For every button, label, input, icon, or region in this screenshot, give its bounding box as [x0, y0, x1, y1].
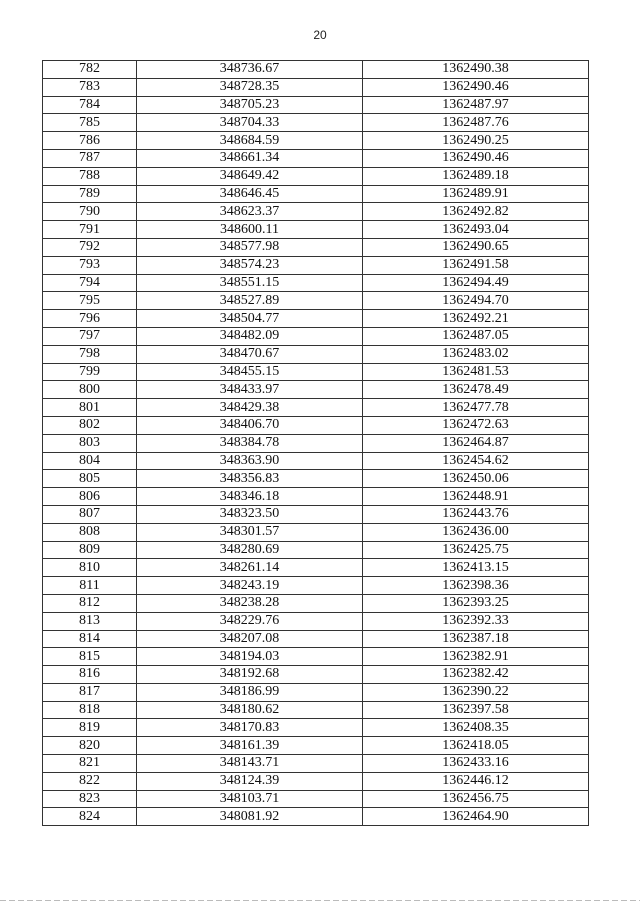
- point-number-cell: 791: [43, 221, 137, 239]
- table-row: [43, 238, 589, 256]
- x-coordinate-cell: 348346.18: [137, 488, 363, 506]
- table-row: [43, 345, 589, 363]
- table-row: [43, 790, 589, 808]
- point-number-cell: 784: [43, 96, 137, 114]
- table-row: [43, 559, 589, 577]
- x-coordinate-cell: 348684.59: [137, 132, 363, 150]
- x-coordinate-cell: 348704.33: [137, 114, 363, 132]
- x-coordinate-cell: 348455.15: [137, 363, 363, 381]
- table-row: [43, 755, 589, 773]
- x-coordinate-cell: 348280.69: [137, 541, 363, 559]
- point-number-cell: 813: [43, 612, 137, 630]
- x-coordinate-cell: 348124.39: [137, 772, 363, 790]
- table-row: [43, 78, 589, 96]
- point-number-cell: 801: [43, 399, 137, 417]
- x-coordinate-cell: 348482.09: [137, 327, 363, 345]
- x-coordinate-cell: 348229.76: [137, 612, 363, 630]
- table-row: [43, 648, 589, 666]
- table-row: [43, 470, 589, 488]
- point-number-cell: 818: [43, 701, 137, 719]
- page-number: 20: [313, 28, 327, 42]
- table-row: [43, 594, 589, 612]
- x-coordinate-cell: 348356.83: [137, 470, 363, 488]
- y-coordinate-cell: 1362425.75: [363, 541, 589, 559]
- x-coordinate-cell: 348470.67: [137, 345, 363, 363]
- point-number-cell: 810: [43, 559, 137, 577]
- x-coordinate-cell: 348081.92: [137, 808, 363, 826]
- table-row: [43, 292, 589, 310]
- y-coordinate-cell: 1362454.62: [363, 452, 589, 470]
- x-coordinate-cell: 348103.71: [137, 790, 363, 808]
- point-number-cell: 815: [43, 648, 137, 666]
- y-coordinate-cell: 1362478.49: [363, 381, 589, 399]
- point-number-cell: 796: [43, 310, 137, 328]
- x-coordinate-cell: 348406.70: [137, 416, 363, 434]
- table-row: [43, 630, 589, 648]
- x-coordinate-cell: 348186.99: [137, 683, 363, 701]
- x-coordinate-cell: 348527.89: [137, 292, 363, 310]
- point-number-cell: 822: [43, 772, 137, 790]
- table-row: [43, 719, 589, 737]
- y-coordinate-cell: 1362477.78: [363, 399, 589, 417]
- point-number-cell: 785: [43, 114, 137, 132]
- x-coordinate-cell: 348551.15: [137, 274, 363, 292]
- coordinates-table-body: [43, 61, 589, 826]
- y-coordinate-cell: 1362443.76: [363, 505, 589, 523]
- point-number-cell: 819: [43, 719, 137, 737]
- x-coordinate-cell: 348301.57: [137, 523, 363, 541]
- point-number-cell: 807: [43, 505, 137, 523]
- table-row: [43, 612, 589, 630]
- y-coordinate-cell: 1362413.15: [363, 559, 589, 577]
- point-number-cell: 814: [43, 630, 137, 648]
- y-coordinate-cell: 1362491.58: [363, 256, 589, 274]
- x-coordinate-cell: 348194.03: [137, 648, 363, 666]
- x-coordinate-cell: 348161.39: [137, 737, 363, 755]
- table-row: [43, 772, 589, 790]
- y-coordinate-cell: 1362387.18: [363, 630, 589, 648]
- point-number-cell: 816: [43, 666, 137, 684]
- point-number-cell: 797: [43, 327, 137, 345]
- table-row: [43, 132, 589, 150]
- x-coordinate-cell: 348649.42: [137, 167, 363, 185]
- table-row: [43, 185, 589, 203]
- y-coordinate-cell: 1362390.22: [363, 683, 589, 701]
- table-row: [43, 327, 589, 345]
- point-number-cell: 787: [43, 149, 137, 167]
- y-coordinate-cell: 1362392.33: [363, 612, 589, 630]
- x-coordinate-cell: 348238.28: [137, 594, 363, 612]
- y-coordinate-cell: 1362450.06: [363, 470, 589, 488]
- y-coordinate-cell: 1362492.21: [363, 310, 589, 328]
- x-coordinate-cell: 348261.14: [137, 559, 363, 577]
- y-coordinate-cell: 1362481.53: [363, 363, 589, 381]
- y-coordinate-cell: 1362487.05: [363, 327, 589, 345]
- x-coordinate-cell: 348600.11: [137, 221, 363, 239]
- x-coordinate-cell: 348646.45: [137, 185, 363, 203]
- x-coordinate-cell: 348170.83: [137, 719, 363, 737]
- table-row: [43, 523, 589, 541]
- y-coordinate-cell: 1362418.05: [363, 737, 589, 755]
- y-coordinate-cell: 1362448.91: [363, 488, 589, 506]
- x-coordinate-cell: 348143.71: [137, 755, 363, 773]
- x-coordinate-cell: 348577.98: [137, 238, 363, 256]
- x-coordinate-cell: 348661.34: [137, 149, 363, 167]
- table-row: [43, 114, 589, 132]
- y-coordinate-cell: 1362489.18: [363, 167, 589, 185]
- table-row: [43, 256, 589, 274]
- table-row: [43, 203, 589, 221]
- y-coordinate-cell: 1362382.91: [363, 648, 589, 666]
- y-coordinate-cell: 1362433.16: [363, 755, 589, 773]
- x-coordinate-cell: 348323.50: [137, 505, 363, 523]
- x-coordinate-cell: 348384.78: [137, 434, 363, 452]
- y-coordinate-cell: 1362483.02: [363, 345, 589, 363]
- point-number-cell: 803: [43, 434, 137, 452]
- table-row: [43, 61, 589, 79]
- point-number-cell: 804: [43, 452, 137, 470]
- x-coordinate-cell: 348728.35: [137, 78, 363, 96]
- table-row: [43, 541, 589, 559]
- point-number-cell: 821: [43, 755, 137, 773]
- y-coordinate-cell: 1362464.87: [363, 434, 589, 452]
- point-number-cell: 786: [43, 132, 137, 150]
- table-row: [43, 149, 589, 167]
- point-number-cell: 811: [43, 577, 137, 595]
- x-coordinate-cell: 348736.67: [137, 61, 363, 79]
- point-number-cell: 806: [43, 488, 137, 506]
- point-number-cell: 788: [43, 167, 137, 185]
- table-row: [43, 363, 589, 381]
- y-coordinate-cell: 1362494.70: [363, 292, 589, 310]
- table-row: [43, 310, 589, 328]
- y-coordinate-cell: 1362436.00: [363, 523, 589, 541]
- y-coordinate-cell: 1362487.76: [363, 114, 589, 132]
- x-coordinate-cell: 348243.19: [137, 577, 363, 595]
- table-row: [43, 381, 589, 399]
- point-number-cell: 800: [43, 381, 137, 399]
- point-number-cell: 805: [43, 470, 137, 488]
- coordinates-table: [42, 60, 589, 826]
- x-coordinate-cell: 348429.38: [137, 399, 363, 417]
- table-row: [43, 505, 589, 523]
- y-coordinate-cell: 1362456.75: [363, 790, 589, 808]
- table-row: [43, 274, 589, 292]
- x-coordinate-cell: 348192.68: [137, 666, 363, 684]
- x-coordinate-cell: 348180.62: [137, 701, 363, 719]
- table-row: [43, 683, 589, 701]
- table-row: [43, 666, 589, 684]
- y-coordinate-cell: 1362490.46: [363, 78, 589, 96]
- y-coordinate-cell: 1362489.91: [363, 185, 589, 203]
- point-number-cell: 809: [43, 541, 137, 559]
- y-coordinate-cell: 1362492.82: [363, 203, 589, 221]
- table-row: [43, 221, 589, 239]
- table-row: [43, 808, 589, 826]
- point-number-cell: 823: [43, 790, 137, 808]
- point-number-cell: 795: [43, 292, 137, 310]
- y-coordinate-cell: 1362493.04: [363, 221, 589, 239]
- y-coordinate-cell: 1362464.90: [363, 808, 589, 826]
- x-coordinate-cell: 348363.90: [137, 452, 363, 470]
- point-number-cell: 808: [43, 523, 137, 541]
- table-row: [43, 577, 589, 595]
- y-coordinate-cell: 1362490.38: [363, 61, 589, 79]
- x-coordinate-cell: 348207.08: [137, 630, 363, 648]
- y-coordinate-cell: 1362487.97: [363, 96, 589, 114]
- y-coordinate-cell: 1362398.36: [363, 577, 589, 595]
- scan-edge-line: [0, 900, 640, 901]
- y-coordinate-cell: 1362472.63: [363, 416, 589, 434]
- y-coordinate-cell: 1362494.49: [363, 274, 589, 292]
- y-coordinate-cell: 1362490.46: [363, 149, 589, 167]
- point-number-cell: 794: [43, 274, 137, 292]
- table-row: [43, 434, 589, 452]
- point-number-cell: 782: [43, 61, 137, 79]
- point-number-cell: 812: [43, 594, 137, 612]
- point-number-cell: 798: [43, 345, 137, 363]
- y-coordinate-cell: 1362490.25: [363, 132, 589, 150]
- point-number-cell: 820: [43, 737, 137, 755]
- x-coordinate-cell: 348705.23: [137, 96, 363, 114]
- y-coordinate-cell: 1362382.42: [363, 666, 589, 684]
- table-row: [43, 96, 589, 114]
- x-coordinate-cell: 348504.77: [137, 310, 363, 328]
- y-coordinate-cell: 1362393.25: [363, 594, 589, 612]
- point-number-cell: 799: [43, 363, 137, 381]
- table-row: [43, 416, 589, 434]
- point-number-cell: 824: [43, 808, 137, 826]
- y-coordinate-cell: 1362397.58: [363, 701, 589, 719]
- point-number-cell: 783: [43, 78, 137, 96]
- point-number-cell: 789: [43, 185, 137, 203]
- point-number-cell: 802: [43, 416, 137, 434]
- point-number-cell: 793: [43, 256, 137, 274]
- table-row: [43, 737, 589, 755]
- table-row: [43, 167, 589, 185]
- x-coordinate-cell: 348574.23: [137, 256, 363, 274]
- table-row: [43, 701, 589, 719]
- y-coordinate-cell: 1362446.12: [363, 772, 589, 790]
- point-number-cell: 817: [43, 683, 137, 701]
- y-coordinate-cell: 1362490.65: [363, 238, 589, 256]
- point-number-cell: 790: [43, 203, 137, 221]
- x-coordinate-cell: 348623.37: [137, 203, 363, 221]
- point-number-cell: 792: [43, 238, 137, 256]
- table-row: [43, 488, 589, 506]
- table-row: [43, 452, 589, 470]
- x-coordinate-cell: 348433.97: [137, 381, 363, 399]
- table-row: [43, 399, 589, 417]
- y-coordinate-cell: 1362408.35: [363, 719, 589, 737]
